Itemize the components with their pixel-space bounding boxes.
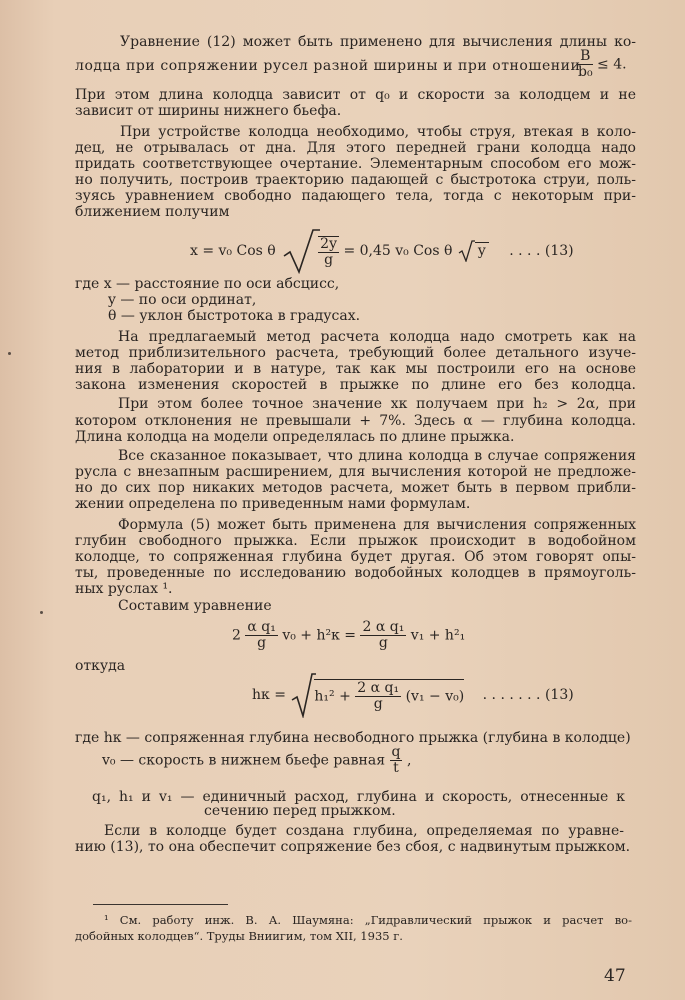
sqrt-argument: y xyxy=(475,242,489,259)
fraction-numerator: 2 α q₁ xyxy=(357,679,400,696)
text-line: русла с внезапным расширением, для вычисления которой не предложе- xyxy=(75,464,636,480)
fraction-numerator: q xyxy=(391,744,401,760)
equation-conjugate-depth xyxy=(252,672,574,718)
text-line: При устройстве колодца необходимо, чтобы струя, втекая в коло- xyxy=(120,124,636,140)
sqrt-body xyxy=(314,679,464,712)
equation-term: v₀ + h²к = xyxy=(282,627,357,644)
text-line: ты, проведенные по исследованию водобойных колодцев в прямоуголь- xyxy=(75,565,636,581)
equation-number: . . . . . . . (13) xyxy=(482,687,574,703)
equation-coefficient: 2 xyxy=(232,627,241,644)
text-line: откуда xyxy=(75,658,126,674)
text-line: q₁, h₁ и v₁ — единичный расход, глубина и скорость, отнесенные к xyxy=(92,789,625,805)
text-line: зависит от ширины нижнего бьефа. xyxy=(75,103,342,119)
equation-trajectory xyxy=(190,228,574,274)
text-line: жении определена по приведенным нами формулам. xyxy=(75,496,471,512)
sqrt-fraction xyxy=(318,236,339,268)
text-line: v₀ — скорость в нижнем бьефе равная xyxy=(102,752,386,769)
fraction-numerator: α q₁ xyxy=(247,619,276,635)
text-line: θ — уклон быстротока в градусах. xyxy=(108,308,361,324)
text-line: придать соответствующее очертание. Элементарным способом его мож- xyxy=(75,156,636,172)
equation-lhs: x = v₀ Cos θ xyxy=(190,243,276,259)
fraction-numerator: 2y xyxy=(320,236,337,252)
text-line: колодце, то сопряженная глубина будет другая. Об этом говорят опы- xyxy=(75,549,636,565)
text-line: ных руслах ¹. xyxy=(75,581,173,597)
text-line: дец, не отрывалась от дна. Для этого передней грани колодца надо xyxy=(75,140,636,156)
text-line: При этом более точное значение xк получаем при h₂ > 2α, при xyxy=(118,396,636,412)
sqrt-sign xyxy=(290,672,316,718)
text-line: закона изменения скоростей в прыжке по длине его без колодца. xyxy=(75,377,636,393)
ratio-condition xyxy=(578,49,627,80)
fraction-numerator: 2 α q₁ xyxy=(362,619,405,635)
equation-term: h₁² + xyxy=(314,688,351,704)
text-line: Все сказанное показывает, что длина колодца в случае сопряжения xyxy=(118,448,636,464)
footnote-rule xyxy=(93,904,228,905)
ratio-relation: ≤ 4. xyxy=(597,56,627,73)
equation-lhs: hк = xyxy=(252,687,286,703)
text-line: метод приблизительного расчета, требующий более детального изуче- xyxy=(75,345,636,361)
sqrt-sign xyxy=(457,240,475,262)
scan-speck xyxy=(8,352,11,355)
equation-number: . . . . (13) xyxy=(509,243,574,259)
text-line: котором отклонения не превышали + 7%. Здесь α — глубина колодца. xyxy=(75,413,636,429)
fraction-denominator: g xyxy=(257,635,267,651)
equation-fraction xyxy=(245,620,277,651)
scan-speck xyxy=(40,611,43,614)
ratio-fraction xyxy=(578,49,593,80)
text-line: Длина колодца на модели определялась по длине прыжка. xyxy=(75,429,515,445)
sqrt-sign xyxy=(280,228,320,274)
fraction-denominator: g xyxy=(373,695,383,712)
text-line: Если в колодце будет создана глубина, определяемая по уравне- xyxy=(104,823,624,839)
definition-v0 xyxy=(102,745,411,776)
equation-term: (v₁ − v₀) xyxy=(405,688,465,704)
fraction-numerator: B xyxy=(578,49,593,65)
fraction-denominator: t xyxy=(393,760,399,776)
text-line: зуясь уравнением свободно падающего тела, тогда с некоторым при- xyxy=(75,188,636,204)
text-line: Уравнение (12) может быть применено для вычисления длины ко- xyxy=(120,34,636,50)
text-line: y — по оси ординат, xyxy=(108,292,257,308)
equation-rhs: = 0,45 v₀ Cos θ xyxy=(343,243,453,259)
text-line: сечению перед прыжком. xyxy=(204,803,396,819)
text-line: Составим уравнение xyxy=(118,598,272,614)
fraction-denominator: g xyxy=(378,635,388,651)
v0-fraction xyxy=(390,745,403,776)
equation-term: v₁ + h²₁ xyxy=(410,627,466,644)
punctuation: , xyxy=(406,752,412,769)
text-line xyxy=(75,58,581,74)
text-line: На предлагаемый метод расчета колодца надо смотреть как на xyxy=(118,329,636,345)
text-line: При этом длина колодца зависит от q₀ и скорости за колодцем и не xyxy=(75,87,636,103)
text-line: глубин свободного прыжка. Если прыжок происходит в водобойном xyxy=(75,533,636,549)
equation-balance xyxy=(232,620,465,651)
text-line: нию (13), то она обеспечит сопряжение без сбоя, с надвинутым прыжком. xyxy=(75,839,631,855)
text-line: где hк — сопряженная глубина несвободного прыжка (глубина в колодце) xyxy=(75,730,631,746)
fraction-denominator: g xyxy=(324,252,334,268)
text-line: Формула (5) может быть применена для вычисления сопряженных xyxy=(118,517,636,533)
footnote-line: добойных колодцев“. Труды Вниигим, том XII, 1935 г. xyxy=(75,929,403,943)
text-line: где x — расстояние по оси абсцисс, xyxy=(75,276,340,292)
equation-fraction xyxy=(355,681,401,712)
footnote-line: ¹ См. работу инж. В. А. Шаумяна: „Гидравлический прыжок и расчет во- xyxy=(104,913,632,927)
fraction-denominator: b₀ xyxy=(578,64,593,80)
equation-fraction xyxy=(360,620,406,651)
text-line: ближением получим xyxy=(75,204,230,220)
text-line: но до сих пор никаких методов расчета, может быть в первом прибли- xyxy=(75,480,636,496)
text-line-content: лодца при сопряжении русел разной ширины и при отношении xyxy=(75,58,581,74)
text-line: но получить, построив траекторию падающей с быстротока струи, поль- xyxy=(75,172,636,188)
text-line: ния в лаборатории и в натуре, так как мы построили его на основе xyxy=(75,361,636,377)
page-number: 47 xyxy=(604,966,626,986)
